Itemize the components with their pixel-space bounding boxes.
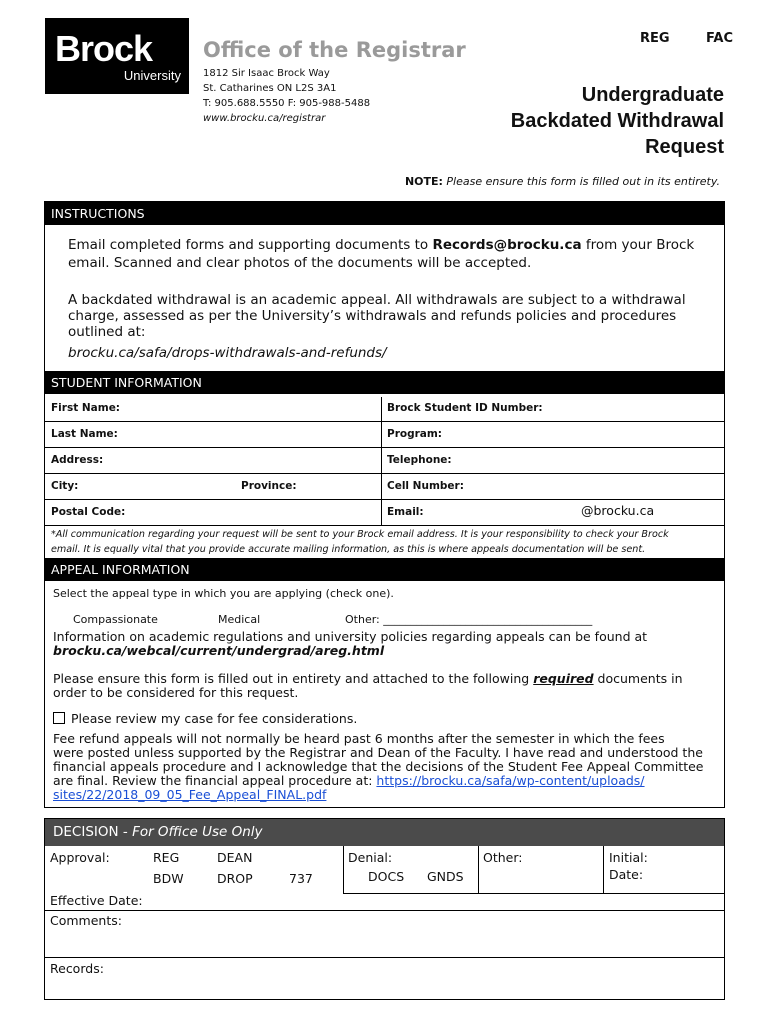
approval-drop[interactable]: DROP [217,871,253,886]
appeal-regulations-link[interactable]: brocku.ca/webcal/current/undergrad/areg.html [53,643,385,658]
fee-line3: financial appeals procedure and I acknowledge that the decisions of the Student Fee Appeal Committee [53,759,704,774]
title-line2: Backdated Withdrawal [510,110,724,132]
approval-reg[interactable]: REG [153,850,180,865]
fee-consideration-checkbox[interactable]: Please review my case for fee considerations. [53,712,357,726]
fee-appeal-link-cont[interactable]: sites/22/2018_09_05_Fee_Appeal_FINAL.pdf [53,787,327,802]
email-field[interactable]: Email: [387,506,424,518]
title-line3: Request [645,136,724,158]
fac-label: FAC [706,31,733,46]
title-line1: Undergraduate [581,84,724,106]
student-grid-bottom [45,525,724,526]
brock-university-logo [45,18,189,94]
date-label[interactable]: Date: [609,867,644,882]
decision-divider-2 [478,846,479,893]
fee-line4: are final. Review the financial appeal procedure at: https://brocku.ca/safa/wp-content/uploads/ [53,773,645,788]
instructions-heading: INSTRUCTIONS [45,202,724,225]
decision-divider-3 [603,846,604,893]
instructions-line1: Email completed forms and supporting documents to Records@brocku.ca from your Brock [68,237,695,253]
logo-brand: Brock [55,28,153,69]
address-field[interactable]: Address: [51,454,104,466]
city-field[interactable]: City: [51,480,79,492]
denial-label: Denial: [348,850,393,865]
decision-hline-2 [45,910,724,911]
fee-line5 [53,788,326,802]
instructions-line4: charge, assessed as per the University’s withdrawals and refunds policies and procedures [68,308,677,324]
cell-number-field[interactable]: Cell Number: [387,480,464,492]
phone-line: T: 905.688.5550 F: 905-988-5488 [203,98,371,109]
email-suffix: @brocku.ca [581,503,655,518]
fee-line2: were posted unless supported by the Registrar and Dean of the Faculty. I have read and understood the [53,745,703,760]
comments-label[interactable]: Comments: [50,913,122,928]
ensure-line1: Please ensure this form is filled out in entirety and attached to the following required documents in [53,671,683,686]
student-row-4 [45,473,724,499]
last-name-field[interactable]: Last Name: [51,428,118,440]
records-label[interactable]: Records: [50,961,104,976]
ensure-line2: order to be considered for this request. [53,685,299,700]
student-row-3 [45,447,724,473]
disclaimer-line1: *All communication regarding your request will be sent to your Brock email address. It is your responsibility to check your Brock [51,529,669,540]
decision-hline-1 [343,893,724,894]
address-block [203,66,370,126]
instructions-line2: email. Scanned and clear photos of the documents will be accepted. [68,255,532,271]
decision-hline-3 [45,957,724,958]
approval-bdw[interactable]: BDW [153,871,184,886]
form-note [405,175,720,188]
student-row-2 [45,421,724,447]
decision-box [44,818,725,1000]
withdrawals-policy-link[interactable]: brocku.ca/safa/drops-withdrawals-and-refunds/ [68,345,387,361]
appeal-select-text: Select the appeal type in which you are applying (check one). [53,587,394,600]
note-text: Please ensure this form is filled out in its entirety. [446,175,720,188]
instructions-line3: A backdated withdrawal is an academic appeal. All withdrawals are subject to a withdrawal [68,292,686,308]
decision-divider-1 [343,846,344,893]
student-row-1 [45,396,724,421]
disclaimer-line2: email. It is equally vital that you provide accurate mailing information, as this is where appeals documentation will be sent. [51,544,646,555]
denial-docs[interactable]: DOCS [368,869,405,884]
appeal-info-heading: APPEAL INFORMATION [45,558,724,581]
effective-date-label[interactable]: Effective Date: [50,893,143,908]
first-name-field[interactable]: First Name: [51,402,121,414]
postal-code-field[interactable]: Postal Code: [51,506,126,518]
communication-disclaimer [51,527,723,557]
records-email[interactable]: Records@brocku.ca [432,237,582,253]
student-grid-divider [381,397,382,525]
website-link[interactable]: www.brocku.ca/registrar [203,113,326,124]
office-name: Office of the Registrar [203,38,466,62]
decision-heading: DECISION - For Office Use Only [45,819,724,846]
other-label[interactable]: Other: [483,850,523,865]
appeal-info-line1: Information on academic regulations and university policies regarding appeals can be found at [53,629,648,644]
province-field[interactable]: Province: [241,480,297,492]
approval-code[interactable]: 737 [289,871,313,886]
approval-label: Approval: [50,850,110,865]
fee-appeal-link[interactable]: https://brocku.ca/safa/wp-content/uploads/ [376,773,645,788]
logo-university: University [123,68,181,83]
checkbox-icon[interactable] [53,712,65,724]
initial-label[interactable]: Initial: [609,850,648,865]
reg-label: REG [640,31,670,46]
address-line1: 1812 Sir Isaac Brock Way [203,68,330,79]
address-line2: St. Catharines ON L2S 3A1 [203,83,337,94]
student-id-field[interactable]: Brock Student ID Number: [387,402,543,414]
instructions-line5: outlined at: [68,324,146,340]
note-label: NOTE: [404,175,443,188]
approval-dean[interactable]: DEAN [217,850,253,865]
fee-line1: Fee refund appeals will not normally be heard past 6 months after the semester in which the fees [53,731,665,746]
program-field[interactable]: Program: [387,428,443,440]
form-title [511,82,724,160]
appeal-option-compassionate[interactable]: Compassionate [73,613,158,626]
telephone-field[interactable]: Telephone: [387,454,452,466]
student-info-heading: STUDENT INFORMATION [45,371,724,394]
appeal-option-other[interactable]: Other: ______________________________________ [345,613,593,626]
denial-gnds[interactable]: GNDS [427,869,464,884]
student-row-5 [45,499,724,525]
appeal-option-medical[interactable]: Medical [218,613,261,626]
form-frame [44,201,725,808]
